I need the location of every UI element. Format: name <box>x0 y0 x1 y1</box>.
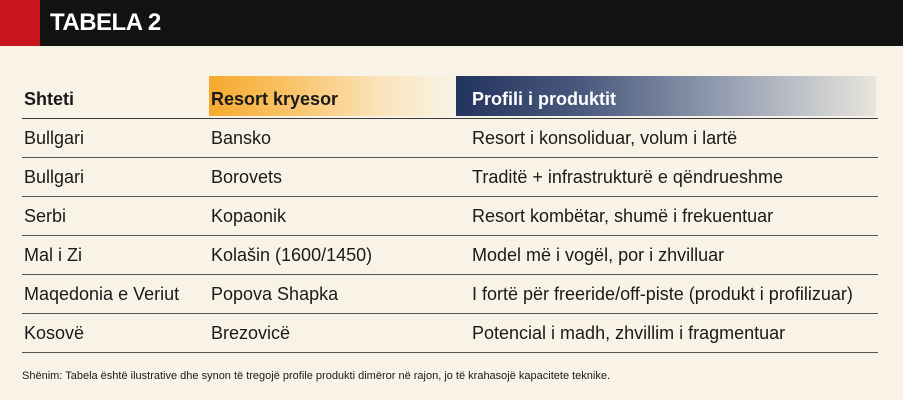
table-header-row <box>22 80 878 119</box>
table-row <box>22 314 878 353</box>
cell-country: Kosovë <box>22 314 211 353</box>
cell-country: Mal i Zi <box>22 236 211 275</box>
column-header-resort: Resort kryesor <box>211 80 458 119</box>
cell-resort: Borovets <box>211 158 458 197</box>
cell-country: Bullgari <box>22 119 211 158</box>
data-table <box>22 80 878 353</box>
table-row <box>22 197 878 236</box>
column-header-country: Shteti <box>22 80 211 119</box>
cell-country: Serbi <box>22 197 211 236</box>
cell-profile: I fortë për freeride/off-piste (produkt i profilizuar) <box>458 275 878 314</box>
cell-profile: Model më i vogël, por i zhvilluar <box>458 236 878 275</box>
cell-country: Maqedonia e Veriut <box>22 275 211 314</box>
column-header-profile: Profili i produktit <box>458 80 878 119</box>
cell-profile: Potencial i madh, zhvillim i fragmentuar <box>458 314 878 353</box>
footnote: Shënim: Tabela është ilustrative dhe synon të tregojë profile produkti dimëror në rajon, jo të krahasojë kapacitete teknike. <box>22 370 611 382</box>
cell-country: Bullgari <box>22 158 211 197</box>
cell-resort: Brezovicë <box>211 314 458 353</box>
title-accent <box>0 0 40 46</box>
cell-resort: Kolašin (1600/1450) <box>211 236 458 275</box>
cell-resort: Bansko <box>211 119 458 158</box>
cell-profile: Traditë + infrastrukturë e qëndrueshme <box>458 158 878 197</box>
cell-profile: Resort i konsoliduar, volum i lartë <box>458 119 878 158</box>
cell-resort: Popova Shapka <box>211 275 458 314</box>
table-row <box>22 119 878 158</box>
table-row <box>22 236 878 275</box>
table-row <box>22 158 878 197</box>
cell-profile: Resort kombëtar, shumë i frekuentuar <box>458 197 878 236</box>
table-title: TABELA 2 <box>50 9 161 36</box>
table-row <box>22 275 878 314</box>
title-bar <box>0 0 903 46</box>
cell-resort: Kopaonik <box>211 197 458 236</box>
